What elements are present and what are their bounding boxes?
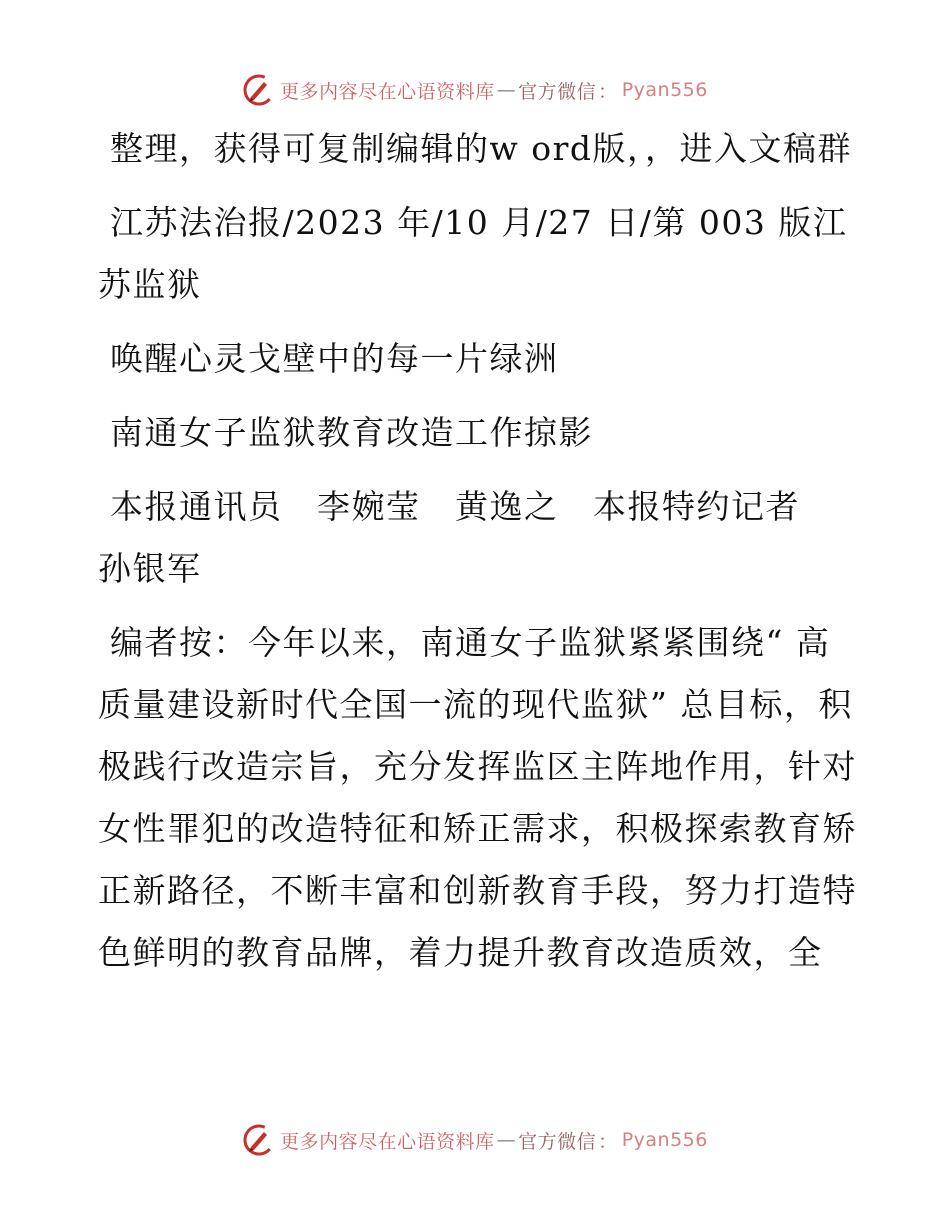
watermark-colon: ： (598, 1130, 618, 1153)
article-subtitle: 南通女子监狱教育改造工作掠影 (110, 413, 593, 452)
watermark-separator: — (496, 79, 517, 101)
editor-note-paragraph: 编者按：今年以来，南通女子监狱紧紧围绕“ 高质量建设新时代全国一流的现代监狱” 总目标，积极践行改造宗旨，充分发挥监区主阵地作用，针对女性罪犯的改造特征和矫正需求，积极探索教育矫正新路径，不断丰富和创新教育手段，努力打造特色鲜明的教育品牌，着力提升教育改造质效，全 (98, 623, 857, 972)
watermark-wechat-label: 官方微信 (518, 1130, 597, 1153)
pen-swirl-logo-icon (242, 1123, 276, 1157)
intro-paragraph: 整理，获得可复制编辑的w ord版，，进入文稿群 (110, 129, 853, 168)
watermark-footer (0, 1120, 950, 1160)
pen-swirl-logo-icon (242, 73, 276, 107)
watermark-colon: ： (598, 80, 618, 103)
byline: 本报通讯员 李婉莹 黄逸之 本报特约记者 孙银军 (98, 487, 835, 588)
watermark-account: Pyan556 (621, 1129, 708, 1151)
watermark-text: 更多内容尽在心语资料库 (280, 1130, 495, 1153)
watermark-wechat-label: 官方微信 (518, 80, 597, 103)
article-title: 唤醒心灵戈壁中的每一片绿洲 (110, 339, 559, 378)
source-line: 江苏法治报/2023 年/10 月/27 日/第 003 版江苏监狱 (98, 203, 848, 304)
watermark-header (0, 70, 950, 110)
document-body (98, 118, 858, 996)
watermark-separator: — (496, 1129, 517, 1151)
watermark-text: 更多内容尽在心语资料库 (280, 80, 495, 103)
watermark-account: Pyan556 (621, 79, 708, 101)
